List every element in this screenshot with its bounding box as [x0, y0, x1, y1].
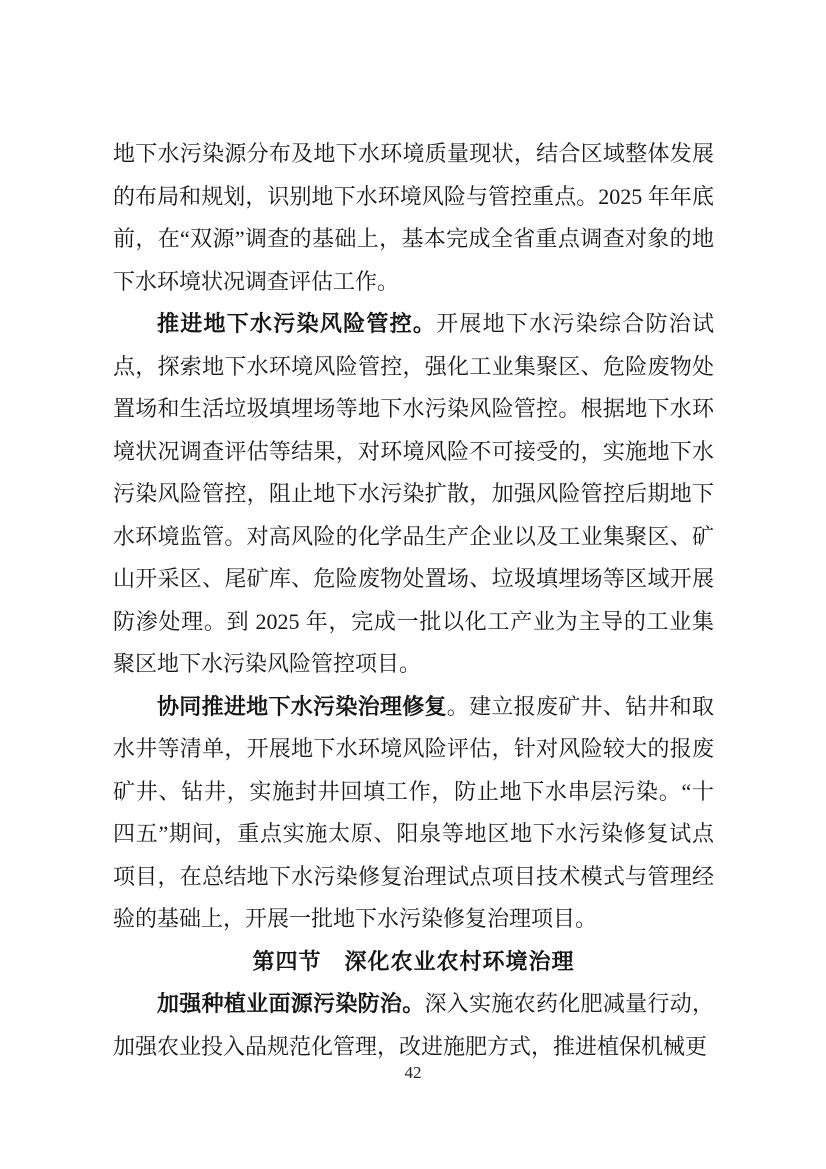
paragraph-text: 。建立报废矿井、钻井和取水井等清单，开展地下水环境风险评估，针对风险较大的报废矿井、钻井，实施封井回填工作，防止地下水串层污染。“十四五”期间，重点实施太原、阳泉等地区地下水污染修复试点项目，在总结地下水污染修复治理试点项目技术模式与管理经验的基础上，开展一批地下水污染修复治理项目。	[113, 693, 714, 931]
paragraph-groundwater-remediation	[113, 686, 714, 941]
paragraph-lead: 协同推进地下水污染治理修复	[157, 693, 447, 719]
paragraph-lead: 加强种植业面源污染防治。	[157, 991, 425, 1016]
paragraph-lead: 推进地下水污染风险管控。	[157, 311, 437, 336]
page-number: 42	[404, 1063, 422, 1082]
paragraph-text: 深入实施农药化肥减量行动，加强农业投入品规范化管理，改进施肥方式，推进植保机械更	[113, 991, 714, 1059]
paragraph-continuation	[113, 133, 714, 303]
page-body-text	[113, 133, 714, 1068]
paragraph-text: 开展地下水污染综合防治试点，探索地下水环境风险管控，强化工业集聚区、危险废物处置场和生活垃圾填埋场等地下水污染风险管控。根据地下水环境状况调查评估等结果，对环境风险不可接受的，实施地下水污染风险管控，阻止地下水污染扩散，加强风险管控后期地下水环境监管。对高风险的化学品生产企业以及工业集聚区、矿山开采区、尾矿库、危险废物处置场、垃圾填埋场等区域开展防渗处理。到 2025 年，完成一批以化工产业为主导的工业集聚区地下水污染风险管控项目。	[113, 311, 714, 676]
section-heading: 第四节 深化农业农村环境治理	[252, 948, 575, 974]
paragraph-text: 地下水污染源分布及地下水环境质量现状，结合区域整体发展的布局和规划，识别地下水环境风险与管控重点。2025 年年底前，在“双源”调查的基础上，基本完成全省重点调查对象的地下水环境状况调查评估工作。	[113, 141, 715, 294]
paragraph-agriculture-pollution	[113, 983, 714, 1068]
paragraph-groundwater-risk-control	[113, 303, 714, 686]
